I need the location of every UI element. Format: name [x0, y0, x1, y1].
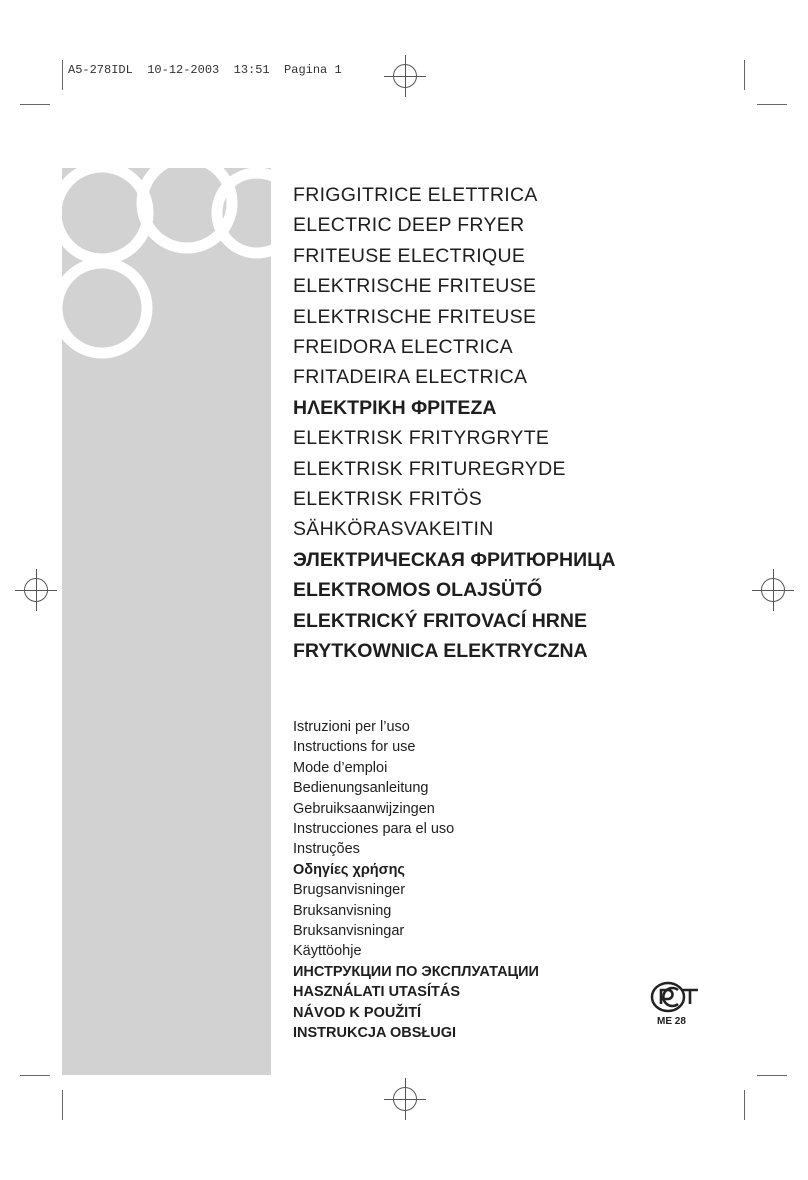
product-title: FREIDORA ELECTRICA — [293, 336, 513, 359]
product-title: ELEKTRISK FRITÖS — [293, 488, 483, 511]
crop-mark — [62, 60, 63, 90]
instructions-label: Istruzioni per l’uso — [293, 719, 410, 735]
product-title: FRIGGITRICE ELETTRICA — [293, 184, 538, 206]
product-title: ΗΛΕΚΤΡΙΚΗ ΦΡΙΤΕΖΑ — [293, 396, 497, 419]
instructions-label: NÁVOD K POUŽITÍ — [293, 1004, 422, 1021]
instructions-label: Bruksanvisningar — [293, 923, 405, 940]
product-title: ЭЛЕКТРИЧЕСКАЯ ФРИТЮРНИЦА — [293, 548, 616, 571]
instructions-label: Käyttöohje — [293, 943, 362, 960]
crop-mark — [744, 60, 745, 90]
product-titles — [293, 180, 615, 667]
instructions-label: HASZNÁLATI UTASÍTÁS — [293, 984, 461, 1001]
crop-mark — [20, 104, 50, 105]
instructions-label: ИНСТРУКЦИИ ПО ЭКСПЛУАТАЦИИ — [293, 963, 539, 980]
instructions-label: Instruções — [293, 841, 360, 858]
product-title: ELECTRIC DEEP FRYER — [293, 214, 525, 237]
crop-mark — [744, 1090, 745, 1120]
product-title: ELEKTRISCHE FRITEUSE — [293, 305, 537, 328]
crop-mark — [62, 1090, 63, 1120]
registration-mark-right — [761, 578, 785, 602]
certification-code: ME 28 — [657, 1016, 686, 1027]
instructions-label: INSTRUKCJA OBSŁUGI — [293, 1025, 456, 1042]
instructions-label: Bedienungsanleitung — [293, 780, 429, 797]
instructions-label: Instrucciones para el uso — [293, 821, 455, 838]
product-title: SÄHKÖRASVAKEITIN — [293, 518, 494, 541]
product-title: ELEKTRISK FRITYRGRYTE — [293, 427, 550, 450]
product-title: FRYTKOWNICA ELEKTRYCZNA — [293, 640, 588, 663]
product-title: ELEKTRISK FRITUREGRYDE — [293, 457, 566, 480]
crop-mark — [20, 1075, 50, 1076]
product-title: ELEKTROMOS OLAJSÜTŐ — [293, 579, 543, 602]
product-title: FRITEUSE ELECTRIQUE — [293, 244, 526, 267]
product-title: ELEKTRICKÝ FRITOVACÍ HRNE — [293, 609, 587, 632]
registration-mark-left — [24, 578, 48, 602]
instructions-label: Mode d’emploi — [293, 759, 388, 776]
crop-mark — [757, 1075, 787, 1076]
product-title: FRITADEIRA ELECTRICA — [293, 366, 528, 389]
registration-mark-bottom — [393, 1087, 417, 1111]
registration-mark-top — [393, 64, 417, 88]
print-header: A5-278IDL 10-12-2003 13:51 Pagina 1 — [68, 63, 342, 77]
decorative-circles — [62, 168, 271, 1075]
instructions-list — [293, 717, 539, 1044]
instructions-label: Bruksanvisning — [293, 902, 392, 919]
instructions-label: Instructions for use — [293, 739, 416, 756]
instructions-label: Οδηγίες χρήσης — [293, 861, 405, 878]
decorative-panel — [62, 168, 271, 1075]
crop-mark — [757, 104, 787, 105]
instructions-label: Brugsanvisninger — [293, 882, 406, 899]
product-title: ELEKTRISCHE FRITEUSE — [293, 275, 537, 298]
instructions-label: Gebruiksaanwijzingen — [293, 800, 435, 817]
